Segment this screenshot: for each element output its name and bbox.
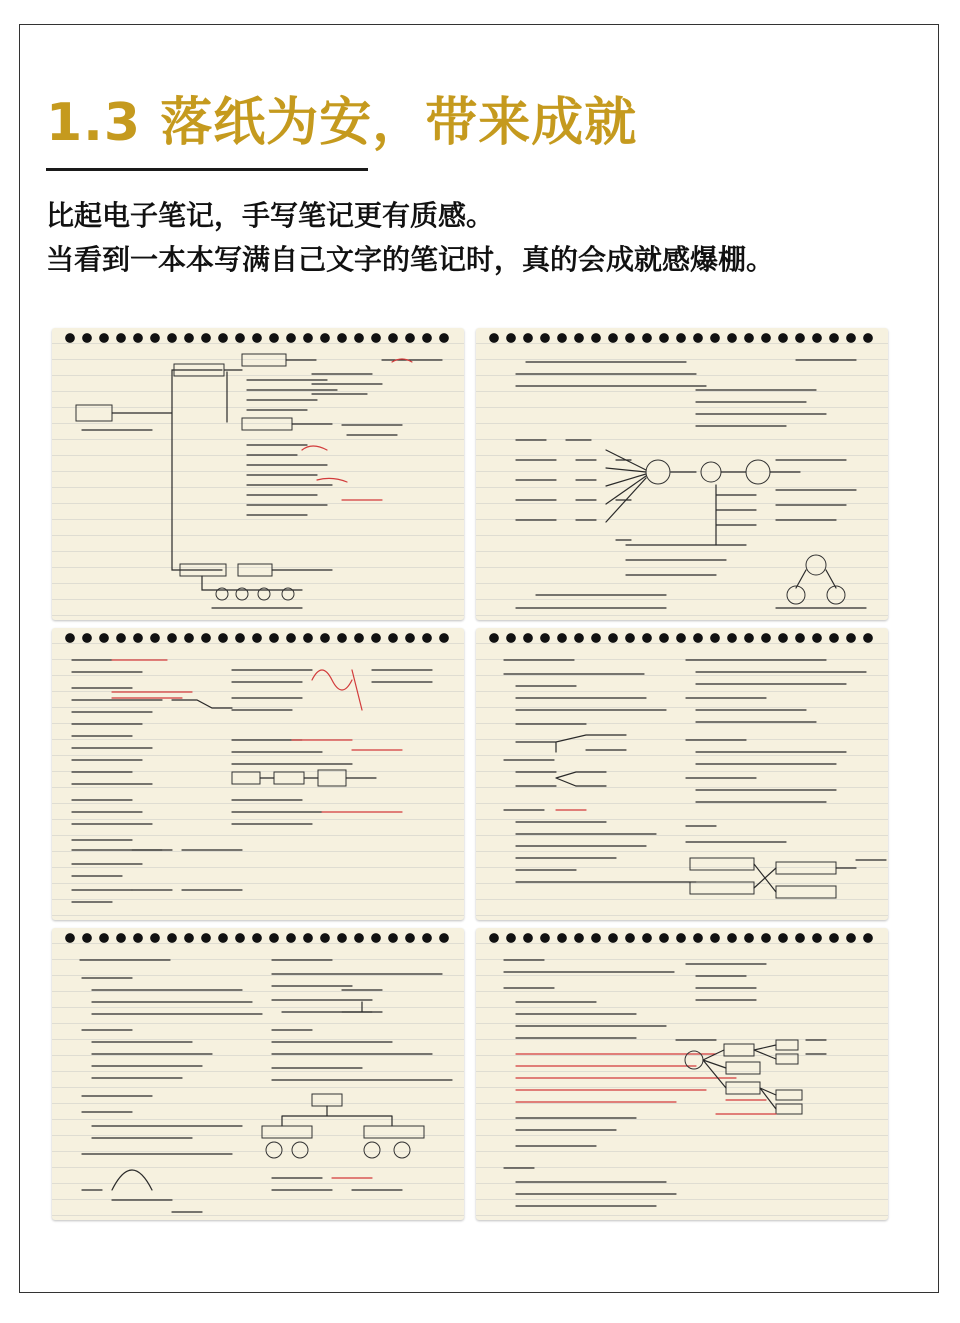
ring-holes xyxy=(62,332,454,344)
ring-holes xyxy=(486,632,878,644)
notebook-photo-2 xyxy=(476,328,888,620)
handwriting-mindmap-1 xyxy=(52,350,464,618)
notebook-photo-grid xyxy=(52,328,888,1220)
handwriting-notes-6 xyxy=(476,950,888,1218)
page-title: 1.3 落纸为安，带来成就 xyxy=(46,93,638,153)
notebook-photo-1 xyxy=(52,328,464,620)
handwriting-notes-3 xyxy=(52,650,464,918)
title-underline xyxy=(46,168,368,171)
handwriting-mindmap-2 xyxy=(476,350,888,618)
ring-holes xyxy=(486,332,878,344)
intro-line-2: 当看到一本本写满自己文字的笔记时，真的会成就感爆棚。 xyxy=(46,243,775,276)
notebook-photo-4 xyxy=(476,628,888,920)
intro-line-1: 比起电子笔记，手写笔记更有质感。 xyxy=(46,199,495,232)
notebook-photo-5 xyxy=(52,928,464,1220)
ring-holes xyxy=(486,932,878,944)
handwriting-notes-4 xyxy=(476,650,888,918)
notebook-photo-3 xyxy=(52,628,464,920)
ring-holes xyxy=(62,932,454,944)
notebook-photo-6 xyxy=(476,928,888,1220)
handwriting-notes-5 xyxy=(52,950,464,1218)
ring-holes xyxy=(62,632,454,644)
